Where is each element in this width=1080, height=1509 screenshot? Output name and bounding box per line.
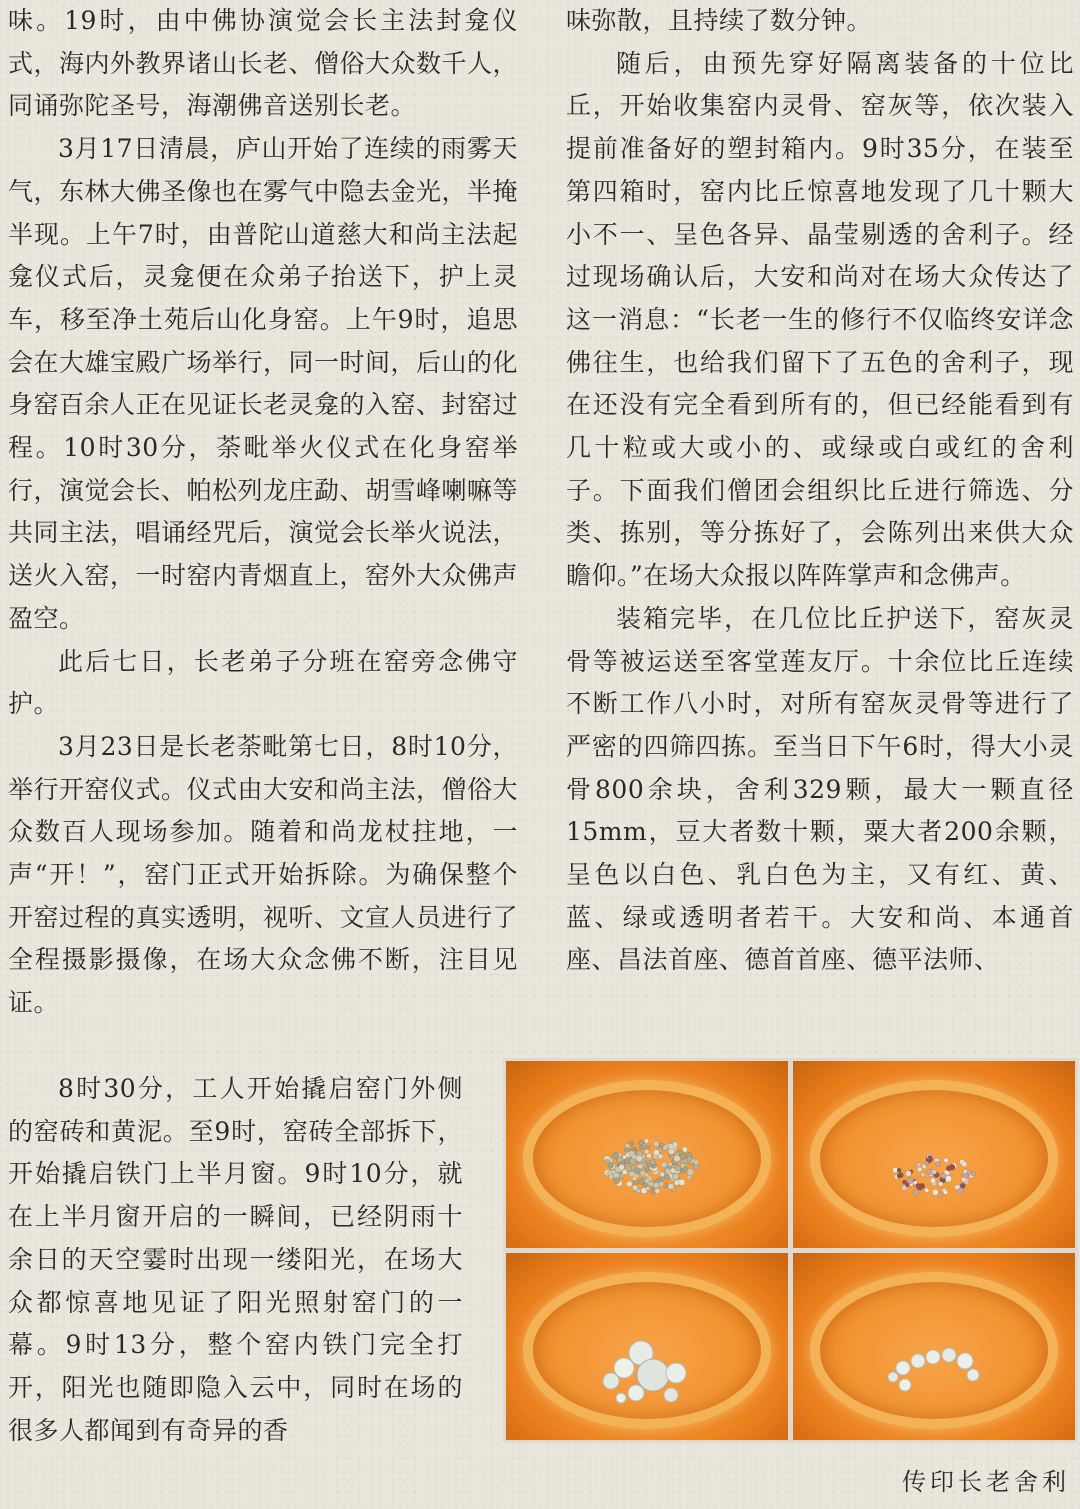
paragraph: 3月17日清晨，庐山开始了连续的雨雾天气，东林大佛圣像也在雾气中隐去金光，半掩半现。上午7时，由普陀山道慈大和尚主法起龛仪式后，灵龛便在众弟子抬送下，护上灵车，移至净土苑后山化身窑。上午9时，追思会在大雄宝殿广场举行，同一时间，后山的化身窑百余人正在见证长老灵龛的入窑、封窑过程。10时30分，荼毗举火仪式在化身窑举行，演觉会长、帕松列龙庄勐、胡雪峰喇嘛等共同主法，唱诵经咒后，演觉会长举火说法，送火入窑，一时窑内青烟直上，窑外大众佛声盈空。 (8, 134, 519, 633)
relic-bead (938, 1193, 943, 1198)
relic-bead (660, 1143, 665, 1148)
relic-bead (694, 1160, 699, 1165)
relic-bead (687, 1157, 692, 1162)
relic-bead (938, 1182, 943, 1187)
relic-bead (921, 1173, 925, 1177)
relic-bead (661, 1162, 667, 1168)
relic-bead (930, 1178, 935, 1183)
relic-bead (928, 1155, 932, 1159)
relic-bead (944, 1158, 949, 1163)
relic-bead (963, 1173, 968, 1178)
relic-bead (682, 1147, 687, 1152)
relic-bead (644, 1139, 648, 1143)
photo-many-small-relics (506, 1061, 788, 1248)
relic-bead (944, 1190, 948, 1194)
paragraph: 8时30分，工人开始撬启窑门外侧的窑砖和黄泥。至9时，窑砖全部拆下，开始撬启铁门上半月窗。9时10分，就在上半月窗开启的一瞬间，已经阴雨十余日的天空霎时出现一缕阳光，在场大众都惊喜地见证了阳光照射窑门的一幕。9时13分，整个窑内铁门完全打开，阳光也随即隐入云中，同时在场的很多人都闻到有奇异的香 (8, 1074, 463, 1445)
paragraph: 随后，由预先穿好隔离装备的十位比丘，开始收集窑内灵骨、窑灰等，依次装入提前准备好的塑封箱内。9时35分，在装至第四箱时，窑内比丘惊喜地发现了几十颗大小不一、呈色各异、晶莹剔透的舍利子。经过现场确认后，大安和尚对在场大众传达了这一消息：“长老一生的修行不仅临终安详念佛往生，也给我们留下了五色的舍利子，现在还没有完全看到所有的，但已经能看到有几十粒或大或小的、或绿或白或红的舍利子。下面我们僧团会组织比丘进行筛选、分类、拣别，等分拣好了，会陈列出来供大众瞻仰。”在场大众报以阵阵掌声和念佛声。 (566, 48, 1074, 591)
paragraph: 装箱完毕，在几位比丘护送下，窑灰灵骨等被运送至客堂莲友厅。十余位比丘连续不断工作八小时，对所有窑灰灵骨等进行了严密的四筛四拣。至当日下午6时，得大小灵骨800余块，舍利329颗，最大一颗直径15mm，豆大者数十颗，粟大者200余颗，呈色以白色、乳白色为主，又有红、黄、蓝、绿或透明者若干。大安和尚、本通首座、昌法首座、德首首座、德平法师、 (566, 603, 1074, 975)
relic-bead (650, 1159, 656, 1165)
relic-bead (674, 1155, 680, 1161)
relic-bead (897, 1168, 901, 1172)
relic-bead (957, 1188, 963, 1194)
relic-bead (632, 1154, 637, 1159)
relic-bead (673, 1174, 679, 1180)
relic-bead (664, 1174, 670, 1180)
relic-bead (679, 1179, 685, 1185)
small-relics-pile (601, 1136, 701, 1196)
relic-bead (897, 1174, 901, 1178)
left-text-column (8, 0, 518, 1025)
relic-bead (614, 1178, 620, 1184)
relic-bead (655, 1188, 660, 1193)
large-relics-group (591, 1323, 701, 1413)
relic-bead (647, 1153, 652, 1158)
relic-bead (917, 1163, 921, 1167)
relics-photo-grid (503, 1058, 1078, 1443)
relic-bead (925, 1161, 929, 1165)
relic-bead (659, 1181, 664, 1186)
relic-bead (672, 1142, 677, 1147)
relic-bead (639, 1140, 644, 1145)
photo-large-relics (506, 1253, 788, 1440)
relic-bead (641, 1188, 647, 1194)
relic-bead (905, 1183, 909, 1187)
relic-bead (639, 1178, 646, 1185)
relic-bead (629, 1141, 634, 1146)
paragraph: 此后七日，长老弟子分班在窑旁念佛守护。 (8, 646, 518, 719)
relic-bead (636, 1189, 640, 1193)
relic-bead (687, 1169, 694, 1176)
relic-bead (668, 1148, 674, 1154)
paragraph: 味弥散，且持续了数分钟。 (566, 6, 873, 35)
relic-bead (653, 1141, 659, 1147)
relic-bead (961, 1161, 967, 1167)
paragraph: 味。19时，由中佛协演觉会长主法封龛仪式，海内外教界诸山长老、僧俗大众数千人，同诵弥陀圣号，海潮佛音送别长老。 (8, 6, 519, 121)
relic-bead (946, 1166, 951, 1171)
relic-bead (668, 1162, 673, 1167)
right-text-column (566, 0, 1074, 982)
paragraph: 3月23日是长老荼毗第七日，8时10分，举行开窑仪式。仪式由大安和尚主法，僧俗大众数百人现场参加。随着和尚龙杖拄地，一声“开！”，窑门正式开始拆除。为确保整个开窑过程的真实透明，视听、文宣人员进行了全程摄影摄像，在场大众念佛不断，注目见证。 (8, 731, 519, 1018)
relic-bead (639, 1145, 644, 1150)
relic-bead (932, 1189, 938, 1195)
relic-bead (608, 1162, 614, 1168)
relic-bead (649, 1182, 654, 1187)
photo-caption: 传印长老舍利 (902, 1468, 1070, 1496)
relic-bead (916, 1183, 921, 1188)
relic-bead (935, 1161, 940, 1166)
medium-relics-arc (883, 1333, 993, 1403)
relic-bead (635, 1167, 641, 1173)
relic-bead (678, 1150, 683, 1155)
left-bottom-text-column (8, 1068, 463, 1452)
relic-bead (633, 1180, 638, 1185)
relic-bead (629, 1171, 635, 1177)
colored-relics-pile (888, 1151, 978, 1201)
relic-bead (619, 1164, 625, 1170)
relic-bead (659, 1177, 663, 1181)
relic-bead (625, 1166, 631, 1172)
relic-bead (605, 1159, 610, 1164)
relic-bead (913, 1190, 919, 1196)
relic-bead (971, 1172, 975, 1176)
relic-bead (917, 1167, 922, 1172)
relic-bead (960, 1183, 965, 1188)
photo-colored-relics (793, 1061, 1075, 1248)
relic-bead (925, 1188, 929, 1192)
relic-bead (645, 1149, 649, 1153)
relic-bead (626, 1181, 632, 1187)
relic-bead (932, 1169, 937, 1174)
relic-bead (653, 1182, 659, 1188)
relic-bead (945, 1176, 951, 1182)
relic-bead (675, 1166, 681, 1172)
relic-bead (653, 1150, 659, 1156)
photo-medium-relics (793, 1253, 1075, 1440)
relic-bead (906, 1171, 912, 1177)
relic-bead (609, 1174, 614, 1179)
relic-bead (644, 1173, 649, 1178)
relic-bead (668, 1183, 674, 1189)
